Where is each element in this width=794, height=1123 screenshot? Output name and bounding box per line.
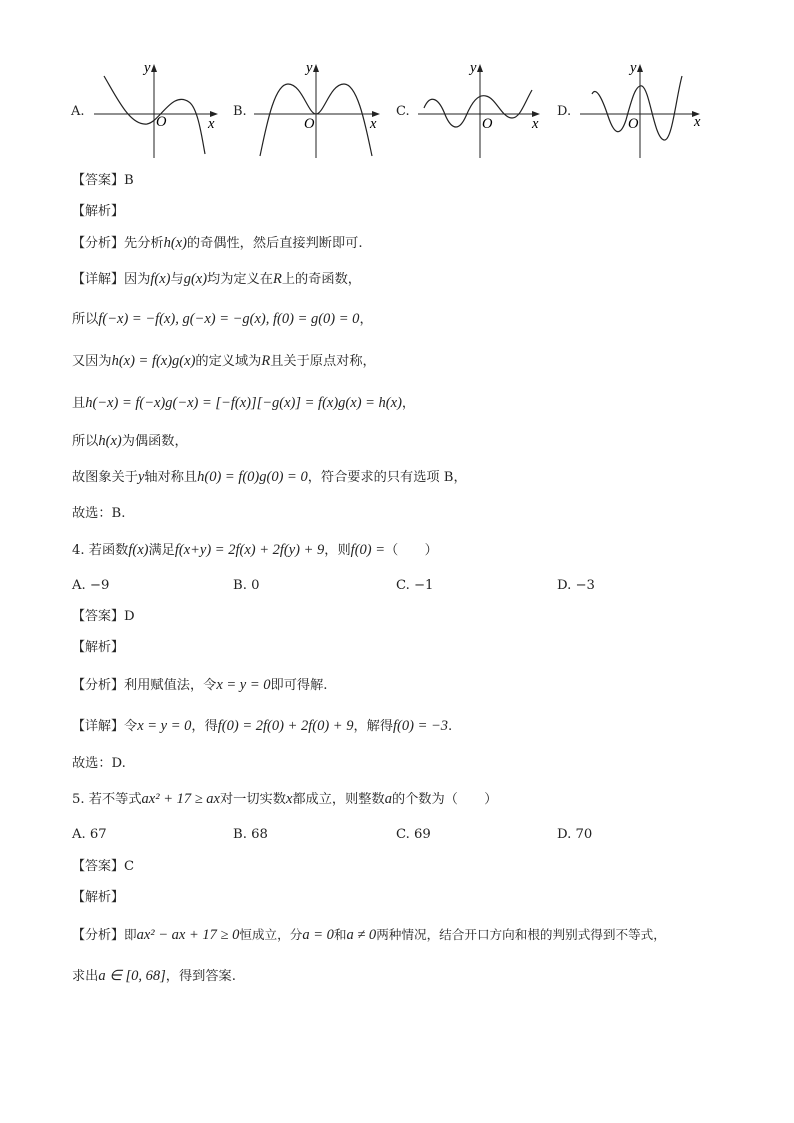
axis-y-label: y [630, 60, 637, 76]
q4-answer: D [124, 609, 135, 624]
answer-tag: 【答案】 [72, 609, 125, 624]
q4-option-d: D. −3 [557, 578, 595, 593]
answer-tag: 【答案】 [72, 173, 125, 188]
q3-answer-line [72, 171, 134, 191]
q5-answer-line [72, 857, 134, 877]
q5-answer: C [124, 859, 135, 874]
q3-detail-line-6: 故图象关于y轴对称且h(0) = f(0)g(0) = 0，符合要求的只有选项 B， [72, 469, 467, 485]
origin-label: O [304, 116, 315, 132]
q5-option-b: B. 68 [233, 827, 268, 842]
q5-option-c: C. 69 [396, 827, 431, 842]
q5-analysis-heading [72, 888, 124, 908]
axis-x-label: x [370, 116, 377, 132]
origin-label: O [628, 116, 639, 132]
q3-detail-line-4: 且h(−x) = f(−x)g(−x) = [−f(x)][−g(x)] = f(x)g(x) = h(x)， [72, 395, 416, 411]
q4-answer-line [72, 607, 135, 627]
q3-fenxi-line: 【分析】先分析h(x)的奇偶性，然后直接判断即可. [72, 235, 363, 251]
axis-y-label: y [144, 60, 151, 76]
q3-detail-line-2: 所以f(−x) = −f(x), g(−x) = −g(x), f(0) = g(0) = 0， [72, 311, 373, 327]
option-a-label: A. [71, 104, 85, 119]
origin-label: O [482, 116, 493, 132]
graph-c [416, 58, 548, 162]
axis-x-label: x [694, 114, 701, 130]
q5-stem: 5. 若不等式ax² + 17 ≥ ax对一切实数x都成立，则整数a的个数为（ ） [72, 791, 498, 807]
q4-fenxi-line: 【分析】利用赋值法，令x = y = 0即可得解. [72, 677, 328, 693]
q4-choice: 故选：D. [72, 756, 126, 771]
detail-tag: 【详解】 [72, 272, 125, 287]
q3-detail-line-1: 【详解】因为f(x)与g(x)均为定义在R上的奇函数， [72, 271, 361, 287]
q4-detail-line: 【详解】令x = y = 0，得f(0) = 2f(0) + 2f(0) + 9，解得f(0) = −3. [72, 718, 453, 734]
analysis-tag: 【解析】 [72, 640, 125, 655]
q3-detail-line-3: 又因为h(x) = f(x)g(x)的定义域为R且关于原点对称， [72, 353, 376, 369]
q5-fenxi-line: 【分析】即ax² − ax + 17 ≥ 0恒成立，分a = 0和a ≠ 0两种情况，结合开口方向和根的判别式得到不等式， [72, 927, 666, 943]
fenxi-tag: 【分析】 [72, 236, 125, 251]
q5-option-a: A. 67 [72, 827, 107, 842]
graph-b [252, 58, 384, 162]
fenxi-tag: 【分析】 [72, 678, 125, 693]
q3-analysis-heading [72, 202, 124, 222]
q3-choice: 故选：B. [72, 506, 126, 521]
analysis-tag: 【解析】 [72, 204, 125, 219]
graph-a [92, 58, 222, 162]
detail-tag: 【详解】 [72, 719, 125, 734]
q5-option-d: D. 70 [557, 827, 593, 842]
q4-option-b: B. 0 [233, 578, 260, 593]
origin-label: O [156, 114, 167, 130]
option-d-label: D. [557, 104, 572, 119]
option-c-label: C. [396, 104, 410, 119]
axis-y-label: y [306, 60, 313, 76]
analysis-tag: 【解析】 [72, 890, 125, 905]
q3-detail-line-5: 所以h(x)为偶函数， [72, 433, 188, 449]
answer-tag: 【答案】 [72, 859, 125, 874]
axis-y-label: y [470, 60, 477, 76]
q4-stem: 4. 若函数f(x)满足f(x+y) = 2f(x) + 2f(y) + 9，则f(0) =（ ） [72, 542, 438, 558]
q5-fenxi-line-2: 求出a ∈ [0, 68]，得到答案. [72, 968, 236, 984]
q3-answer: B [124, 173, 134, 188]
q4-option-a: A. −9 [72, 578, 110, 593]
graph-d [578, 58, 708, 162]
option-b-label: B. [233, 104, 247, 119]
q4-analysis-heading [72, 638, 124, 658]
axis-x-label: x [532, 116, 539, 132]
axis-x-label: x [208, 116, 215, 132]
fenxi-tag: 【分析】 [72, 928, 125, 943]
q4-option-c: C. −1 [396, 578, 434, 593]
